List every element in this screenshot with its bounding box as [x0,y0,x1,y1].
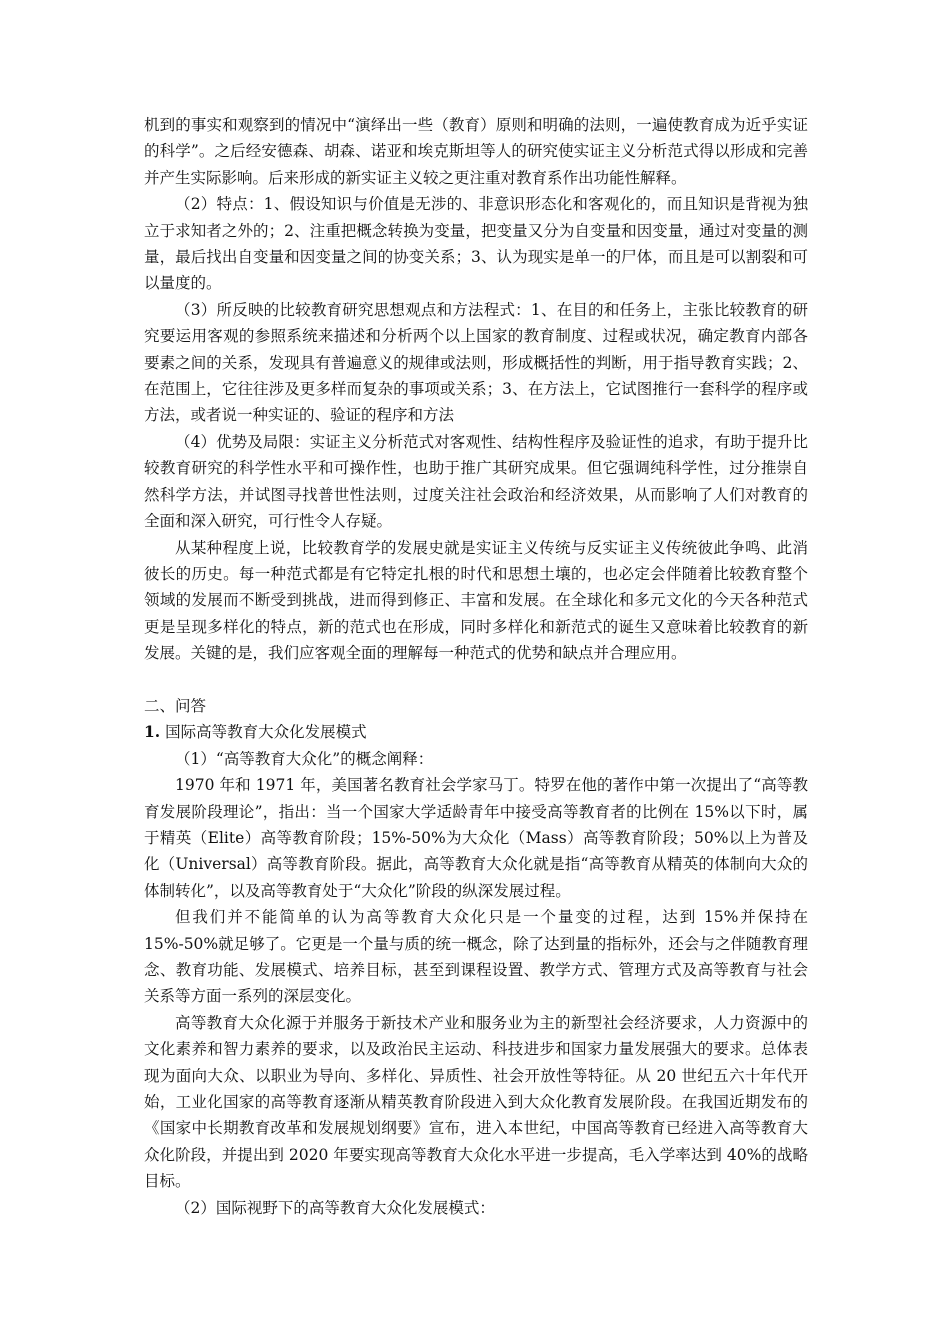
spacer [144,667,808,693]
section-heading: 二、问答 [144,696,207,715]
question-title [144,719,808,745]
paragraph-international-models: （2）国际视野下的高等教育大众化发展模式： [175,1198,495,1217]
paragraph-positivism-origin: 机到的事实和观察到的情况中“演绎出一些（教育）原则和明确的法则，一遍使教育成为近乎实证的科学”。之后经安德森、胡森、诺亚和埃克斯坦等人的研究使实证主义分析范式得以形成和完善并产生实际影响。后来形成的新实证主义较之更注重对教育系作出功能性解释。 [144,116,808,187]
paragraph-trow-theory: 1970 年和 1971 年，美国著名教育社会学家马丁。特罗在他的著作中第一次提出了“高等教育发展阶段理论”，指出：当一个国家大学适龄青年中接受高等教育者的比例在 15%以下时，属于精英（Elite）高等教育阶段；15%-50%为大众化（Mass）高等教育阶段；50%以上为普及化（Universal）高等教育阶段。据此，高等教育大众化就是指“高等教育从精英的体制向大众的体制转化”，以及高等教育处于“大众化”阶段的纵深发展过程。 [144,776,808,900]
paragraph-paradigm-history: 从某种程度上说，比较教育学的发展史就是实证主义传统与反实证主义传统彼此争鸣、此消彼长的历史。每一种范式都是有它特定扎根的时代和思想土壤的，也必定会伴随着比较教育整个领域的发展而不断受到挑战，进而得到修正、丰富和发展。在全球化和多元文化的今天各种范式更是呈现多样化的特点，新的范式也在形成，同时多样化和新范式的诞生又意味着比较教育的新发展。关键的是，我们应客观全面的理解每一种范式的优势和缺点并合理应用。 [144,538,808,663]
paragraph-concept-heading: （1）“高等教育大众化”的概念阐释： [175,749,434,768]
paragraph-characteristics: （2）特点：1、假设知识与价值是无涉的、非意识形态化和客观化的，而且知识是背视为独立于求知者之外的；2、注重把概念转换为变量，把变量又分为自变量和因变量，通过对变量的测量，最后找出自变量和因变量之间的协变关系；3、认为现实是单一的尸体，而且是可以割裂和可以量度的。 [144,195,808,293]
question-title-text: 国际高等教育大众化发展模式 [165,723,367,742]
paragraph-advantages-limits: （4）优势及局限：实证主义分析范式对客观性、结构性程序及验证性的追求，有助于提升比较教育研究的科学性水平和可操作性，也助于推广其研究成果。但它强调纯科学性，过分推崇自然科学方法，并试图寻找普世性法则，过度关注社会政治和经济效果，从而影响了人们对教育的全面和深入研究，可行性令人存疑。 [144,432,808,531]
paragraph-quality-change: 但我们并不能简单的认为高等教育大众化只是一个量变的过程，达到 15%并保持在 15%-50%就足够了。它更是一个量与质的统一概念，除了达到量的指标外，还会与之伴随教育理念、教育功能、发展模式、培养目标，甚至到课程设置、教学方式、管理方式及高等教育与社会关系等方面一系列的深层变化。 [144,908,808,1006]
question-number: 1. [144,722,161,742]
paragraph-massification-origin: 高等教育大众化源于并服务于新技术产业和服务业为主的新型社会经济要求，人力资源中的文化素养和智力素养的要求，以及政治民主运动、科技进步和国家力量发展强大的要求。总体表现为面向大众、以职业为导向、多样化、异质性、社会开放性等特征。从 20 世纪五六十年代开始，工业化国家的高等教育逐渐从精英教育阶段进入到大众化教育发展阶段。在我国近期发布的《国家中长期教育改革和发展规划纲要》宣布，进入本世纪，中国高等教育已经进入高等教育大众化阶段，并提出到 2020 年要实现高等教育大众化水平进一步提高，毛入学率达到 40%的战略目标。 [144,1013,808,1191]
paragraph-research-methods: （3）所反映的比较教育研究思想观点和方法程式：1、在目的和任务上，主张比较教育的研究要运用客观的参照系统来描述和分析两个以上国家的教育制度、过程或状况，确定教育内部各要素之间的关系，发现具有普遍意义的规律或法则，形成概括性的判断，用于指导教育实践；2、在范围上，它往往涉及更多样而复杂的事项或关系；3、在方法上，它试图推行一套科学的程序或方法，或者说一种实证的、验证的程序和方法 [144,300,808,425]
document-page [144,112,808,1221]
